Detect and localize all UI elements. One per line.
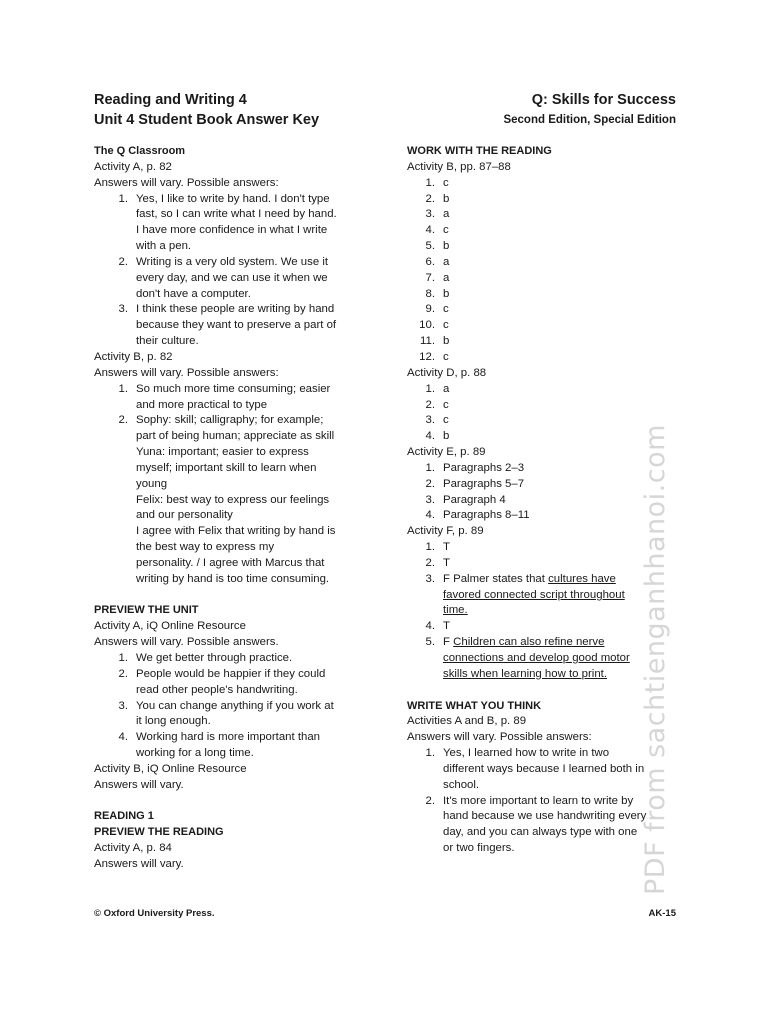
list-item — [407, 287, 682, 303]
item-line: I have more confidence in what I write — [136, 224, 328, 237]
item-line: myself; important skill to learn when — [136, 461, 317, 474]
item-number: 11. — [420, 335, 435, 348]
list-item — [94, 382, 374, 414]
item-line: Working hard is more important than — [136, 731, 321, 744]
item-number: 1. — [425, 176, 435, 189]
item-text — [443, 398, 682, 414]
item-line: c — [443, 398, 449, 411]
item-number: 2. — [425, 794, 435, 807]
item-number: 3. — [425, 208, 435, 221]
list-item — [407, 192, 682, 208]
item-text — [136, 699, 374, 731]
item-line: b — [443, 287, 450, 300]
item-text — [443, 287, 682, 303]
activity-heading: Activity A, p. 84 — [94, 842, 172, 855]
list-item — [407, 350, 682, 366]
item-number: 1. — [425, 541, 435, 554]
book-title: Reading and Writing 4 — [94, 92, 247, 108]
underlined-answer: cultures have — [548, 572, 616, 585]
list-item — [407, 271, 682, 287]
page-number: AK-15 — [648, 908, 676, 919]
item-number: 2. — [425, 556, 435, 569]
item-text — [136, 255, 374, 303]
activity-heading: Activity B, pp. 87–88 — [407, 160, 511, 173]
item-line: c — [443, 319, 449, 332]
item-line: a — [443, 382, 450, 395]
section-title-preview-unit: PREVIEW THE UNIT — [94, 604, 199, 617]
section-title-q-classroom: The Q Classroom — [94, 145, 186, 157]
item-line: and more practical to type — [136, 398, 268, 411]
list-item — [407, 382, 682, 398]
item-text — [443, 318, 682, 334]
item-line: Paragraphs 2–3 — [443, 461, 525, 474]
item-text — [136, 667, 374, 699]
answer-letter: F Palmer states that — [443, 572, 545, 585]
list-item — [94, 667, 374, 699]
answer-list — [94, 651, 374, 762]
item-text — [136, 413, 374, 587]
item-number: 10. — [419, 319, 435, 332]
item-line: Felix: best way to express our feelings — [136, 493, 330, 506]
item-text — [443, 223, 682, 239]
item-line: It's more important to learn to write by — [443, 794, 634, 807]
activity-heading: Activity F, p. 89 — [407, 525, 484, 538]
section-title-write-think: WRITE WHAT YOU THINK — [407, 699, 542, 712]
item-text — [443, 207, 682, 223]
item-line: or two fingers. — [443, 842, 515, 855]
underlined-answer: Children can also refine nerve — [453, 636, 605, 649]
item-line: hand because we use handwriting every — [443, 810, 647, 823]
list-item — [94, 302, 374, 350]
item-number: 2. — [425, 477, 435, 490]
item-number: 1. — [425, 382, 435, 395]
item-line: their culture. — [136, 335, 199, 348]
item-number: 4. — [425, 224, 435, 237]
item-line: different ways because I learned both in — [443, 762, 645, 775]
item-number: 1. — [118, 192, 128, 205]
item-number: 2. — [425, 192, 435, 205]
list-item — [407, 239, 682, 255]
item-number: 3. — [118, 699, 128, 712]
item-number: 3. — [425, 414, 435, 427]
list-item — [407, 207, 682, 223]
item-line: Paragraphs 8–11 — [443, 509, 530, 522]
answer-list — [407, 176, 682, 366]
item-number: 1. — [118, 382, 128, 395]
item-line: day, and you can always type with one — [443, 826, 638, 839]
item-line: every day, and we can use it when we — [136, 271, 328, 284]
item-line: c — [443, 350, 449, 363]
item-line: part of being human; appreciate as skill — [136, 430, 335, 443]
item-line: b — [443, 192, 450, 205]
item-line: Paragraph 4 — [443, 493, 506, 506]
section-subtitle-preview-reading: PREVIEW THE READING — [94, 826, 224, 839]
item-line: Yuna: important; easier to express — [136, 446, 309, 459]
item-number: 4. — [425, 620, 435, 633]
list-item — [94, 699, 374, 731]
activity-note: Answers will vary. Possible answers: — [407, 731, 592, 744]
item-line: T — [443, 541, 450, 554]
item-number: 2. — [118, 255, 128, 268]
item-line: it long enough. — [136, 715, 211, 728]
item-line: school. — [443, 778, 480, 791]
item-line: personality. / I agree with Marcus that — [136, 556, 325, 569]
item-line: People would be happier if they could — [136, 667, 326, 680]
item-line: and our personality — [136, 509, 233, 522]
list-item — [94, 192, 374, 255]
item-number: 9. — [425, 303, 435, 316]
list-item — [94, 730, 374, 762]
item-number: 2. — [425, 398, 435, 411]
item-text — [136, 730, 374, 762]
item-line: Sophy: skill; calligraphy; for example; — [136, 414, 324, 427]
series-title: Q: Skills for Success — [531, 92, 676, 108]
answer-list — [94, 192, 374, 350]
answer-letter: F — [443, 636, 450, 649]
list-item — [407, 255, 682, 271]
item-number: 4. — [118, 731, 128, 744]
list-item — [94, 255, 374, 303]
section-title-work-reading: WORK WITH THE READING — [407, 145, 552, 157]
underlined-answer: skills when learning how to print. — [443, 667, 607, 680]
item-line: fast, so I can write what I need by hand. — [136, 208, 337, 221]
item-text — [443, 271, 682, 287]
item-line: because they want to preserve a part of — [136, 319, 337, 332]
activity-note: Answers will vary. Possible answers. — [94, 636, 279, 649]
item-line: b — [443, 430, 450, 443]
item-line: b — [443, 240, 450, 253]
item-number: 3. — [425, 493, 435, 506]
activity-heading: Activity A, p. 82 — [94, 160, 172, 173]
item-text — [443, 350, 682, 366]
edition-label: Second Edition, Special Edition — [503, 114, 676, 126]
activity-note: Answers will vary. Possible answers: — [94, 176, 279, 189]
unit-title: Unit 4 Student Book Answer Key — [94, 112, 320, 128]
item-line: I agree with Felix that writing by hand is — [136, 525, 336, 538]
item-line: We get better through practice. — [136, 652, 293, 664]
item-number: 12. — [419, 350, 435, 363]
item-number: 2. — [118, 414, 128, 427]
copyright-footer: © Oxford University Press. — [94, 908, 215, 919]
item-number: 5. — [425, 636, 435, 649]
header-left — [94, 90, 319, 130]
item-line: b — [443, 335, 450, 348]
item-line: T — [443, 556, 450, 569]
item-line: c — [443, 224, 449, 237]
activity-heading: Activity E, p. 89 — [407, 446, 486, 459]
item-text — [443, 334, 682, 350]
item-line: c — [443, 414, 449, 427]
item-text — [443, 382, 682, 398]
underlined-answer: favored connected script throughout — [443, 588, 625, 601]
list-item — [94, 413, 374, 587]
activity-heading: Activity B, p. 82 — [94, 350, 173, 363]
answer-list — [94, 382, 374, 588]
watermark-text: PDF from sachtienganhhanoi.com — [640, 424, 671, 895]
activity-heading: Activity B, iQ Online Resource — [94, 762, 247, 775]
item-line: working for a long time. — [136, 747, 254, 760]
item-text — [443, 255, 682, 271]
underlined-answer: connections and develop good motor — [443, 652, 630, 664]
list-item — [407, 398, 682, 414]
item-line: Yes, I like to write by hand. I don't type — [136, 192, 330, 205]
item-line: the best way to express my — [136, 541, 275, 554]
item-text — [443, 192, 682, 208]
activity-note: Answers will vary. — [94, 857, 184, 870]
item-line: Writing is a very old system. We use it — [136, 255, 329, 268]
item-line: T — [443, 620, 450, 633]
item-line: young — [136, 477, 168, 490]
list-item — [407, 176, 682, 192]
item-text — [136, 302, 374, 350]
item-number: 3. — [425, 572, 435, 585]
item-text — [443, 302, 682, 318]
item-line: You can change anything if you work at — [136, 699, 334, 712]
left-column — [94, 144, 374, 873]
section-title-reading-1: READING 1 — [94, 810, 154, 823]
list-item — [407, 318, 682, 334]
item-number: 4. — [425, 430, 435, 443]
item-line: So much more time consuming; easier — [136, 382, 331, 395]
item-line: a — [443, 255, 450, 268]
list-item — [407, 302, 682, 318]
item-text — [443, 239, 682, 255]
item-number: 5. — [425, 240, 435, 253]
item-line: Yes, I learned how to write in two — [443, 747, 610, 760]
item-line: don't have a computer. — [136, 287, 251, 300]
item-line: a — [443, 208, 450, 221]
item-number: 4. — [425, 509, 435, 522]
header-right — [503, 90, 676, 130]
item-number: 6. — [425, 255, 435, 268]
item-number: 1. — [118, 652, 128, 664]
item-line: c — [443, 176, 449, 189]
item-text — [443, 176, 682, 192]
list-item — [407, 334, 682, 350]
item-line: read other people's handwriting. — [136, 683, 298, 696]
list-item — [94, 651, 374, 667]
item-line: Paragraphs 5–7 — [443, 477, 525, 490]
item-line: with a pen. — [136, 240, 192, 253]
item-text — [136, 382, 374, 414]
list-item — [407, 223, 682, 239]
item-line: c — [443, 303, 449, 316]
item-line: a — [443, 271, 450, 284]
item-number: 8. — [425, 287, 435, 300]
item-line: writing by hand is too time consuming. — [136, 572, 330, 585]
item-number: 2. — [118, 667, 128, 680]
activity-heading: Activities A and B, p. 89 — [407, 715, 527, 728]
item-number: 1. — [425, 461, 435, 474]
item-text — [136, 651, 374, 667]
item-text — [136, 192, 374, 255]
activity-heading: Activity A, iQ Online Resource — [94, 620, 246, 633]
underlined-answer: time. — [443, 604, 468, 617]
item-line: I think these people are writing by hand — [136, 303, 335, 316]
activity-note: Answers will vary. — [94, 778, 184, 791]
item-number: 3. — [118, 303, 128, 316]
item-number: 1. — [425, 747, 435, 760]
activity-heading: Activity D, p. 88 — [407, 366, 487, 379]
item-number: 7. — [425, 271, 435, 284]
activity-note: Answers will vary. Possible answers: — [94, 366, 279, 379]
